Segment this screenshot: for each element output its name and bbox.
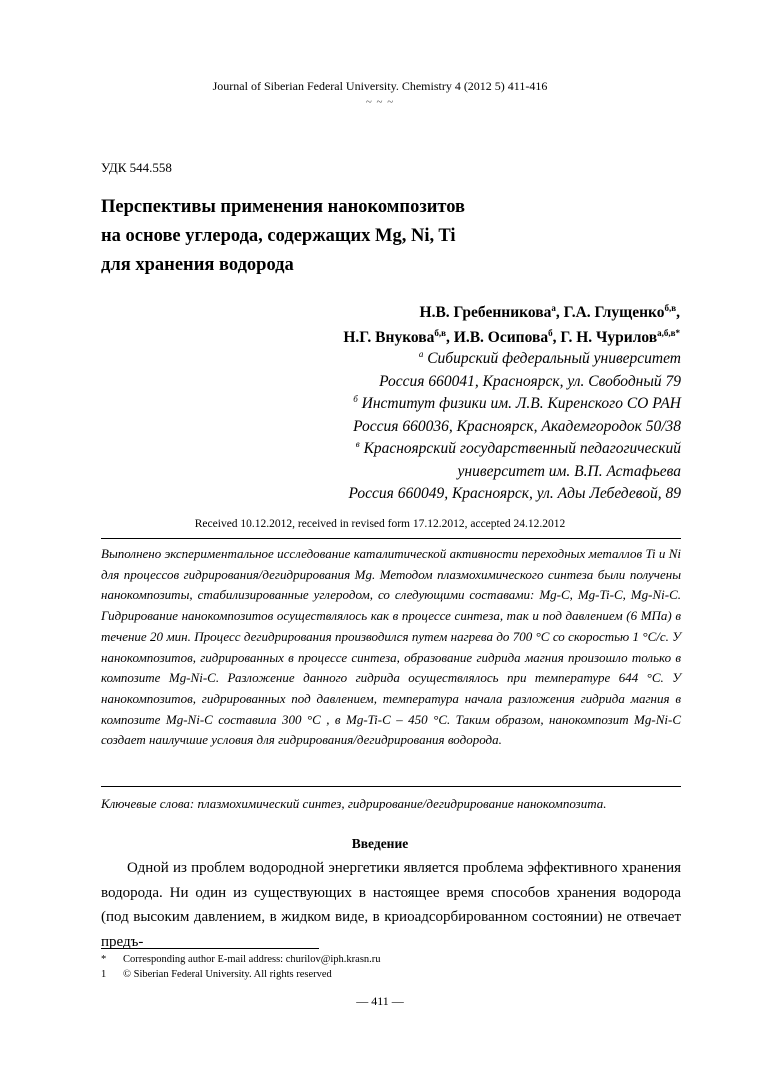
keywords: Ключевые слова: плазмохимический синтез, гидрирование/дегидрирование нанокомпозита. (101, 796, 607, 811)
journal-header: Journal of Siberian Federal University. Chemistry 4 (2012 5) 411-416 (212, 79, 548, 93)
footnote-text: Corresponding author E-mail address: churilov@iph.krasn.ru (123, 954, 381, 965)
abstract-bottom-rule (101, 786, 681, 787)
affiliation-line (348, 438, 681, 461)
author-separator: , (446, 329, 454, 346)
author-name: Н.В. Гребенникова (419, 304, 552, 321)
header-ornament: ~ ~ ~ (365, 96, 395, 108)
section-heading-introduction: Введение (351, 836, 409, 851)
introduction-paragraph: Одной из проблем водородной энергетики является проблема эффективного хранения водорода. Ни один из существующих в настоящее время способов хранения водорода (под высоким давлением, в жидком виде, в криоадсорбированном состоянии) не отвечает предъ- (101, 860, 681, 950)
affiliation-line (348, 393, 681, 416)
footnotes (101, 952, 381, 982)
author-affil-mark: б,в (434, 327, 447, 338)
author-name: Г.А. Глущенко (563, 304, 665, 321)
affiliation-line (348, 483, 681, 506)
affiliation-text: Институт физики им. Л.В. Киренского СО РАН (361, 395, 681, 412)
author-affil-mark: а,б,в* (657, 327, 680, 338)
affiliation-text: Россия 660041, Красноярск, ул. Свободный 79 (379, 372, 681, 390)
author-name: Г. Н. Чурилов (560, 329, 658, 346)
abstract-top-rule (101, 538, 681, 539)
title-line: Перспективы применения нанокомпозитов (101, 197, 466, 217)
author-affil-mark: а (551, 302, 556, 313)
article-title (101, 193, 661, 280)
author-affil-mark: б (548, 327, 553, 338)
received-dates: Received 10.12.2012, received in revised form 17.12.2012, accepted 24.12.2012 (194, 518, 566, 530)
title-line: на основе углерода, содержащих Mg, Ni, Ti (101, 226, 456, 246)
footnote-text: © Siberian Federal University. All rights reserved (123, 969, 332, 980)
udk-code: УДК 544.558 (101, 160, 172, 175)
affiliation-text: университет им. В.П. Астафьева (457, 462, 681, 480)
footnote-rule (101, 948, 319, 949)
affiliation-line (348, 371, 681, 394)
abstract-text: Выполнено экспериментальное исследование каталитической активности переходных металлов Ti и Ni для процессов гидрирования/дегидрирования Mg. Методом плазмохимического синтеза были получены нанокомпозиты, стабилизированные углеродом, со следующими составами: Mg-C, Mg-Ti-C, Mg-Ni-C. Гидрирование нанокомпозитов осуществлялось как в процессе синтеза, так и под давлением (6 МПа) в течение 20 мин. Процесс дегидрирования производился путем нагрева до 700 °С со скоростью 1 °С/с. У нанокомпозитов, гидрированных в процессе синтеза, образование гидрида магния произошло только в композите Mg-Ni-C. Разложение данного гидрида осуществлялось при температуре 644 °С. У нанокомпозитов, гидрированных под давлением, температура начала разложения гидрида магния в композите Mg-Ni-C составила 300 °С , в Mg-Ti-C – 450 °С. Таким образом, нанокомпозит Mg-Ni-C создает наилучшие условия для гидрирования/дегидрирования водорода. (101, 546, 681, 748)
affiliation-mark: а (418, 348, 424, 359)
footnote-mark: * (101, 954, 107, 965)
author-separator: , (676, 304, 680, 321)
author-name: И.В. Осипова (453, 329, 549, 346)
authors-line-2 (343, 325, 680, 350)
affiliations (348, 348, 681, 506)
affiliation-line (348, 348, 681, 371)
affiliation-line (348, 461, 681, 484)
footnote (101, 967, 381, 982)
affiliation-text: Красноярский государственный педагогический (363, 440, 681, 457)
affiliation-mark: б (353, 393, 358, 404)
affiliation-mark: в (355, 438, 360, 449)
affiliation-line (348, 416, 681, 439)
author-separator: , (555, 304, 564, 321)
author-name: Н.Г. Внукова (343, 329, 435, 346)
page-number: — 411 — (356, 994, 404, 1008)
title-line: для хранения водорода (101, 255, 294, 275)
affiliation-text: Сибирский федеральный университет (427, 350, 681, 367)
author-affil-mark: б,в (664, 302, 677, 313)
affiliation-text: Россия 660049, Красноярск, ул. Ады Лебедевой, 89 (348, 485, 681, 502)
author-separator: , (552, 329, 561, 346)
footnote (101, 952, 381, 967)
affiliation-text: Россия 660036, Красноярск, Академгородок 50/38 (353, 417, 681, 435)
authors (343, 300, 680, 350)
authors-line-1 (343, 300, 680, 325)
footnote-mark: 1 (101, 969, 107, 980)
